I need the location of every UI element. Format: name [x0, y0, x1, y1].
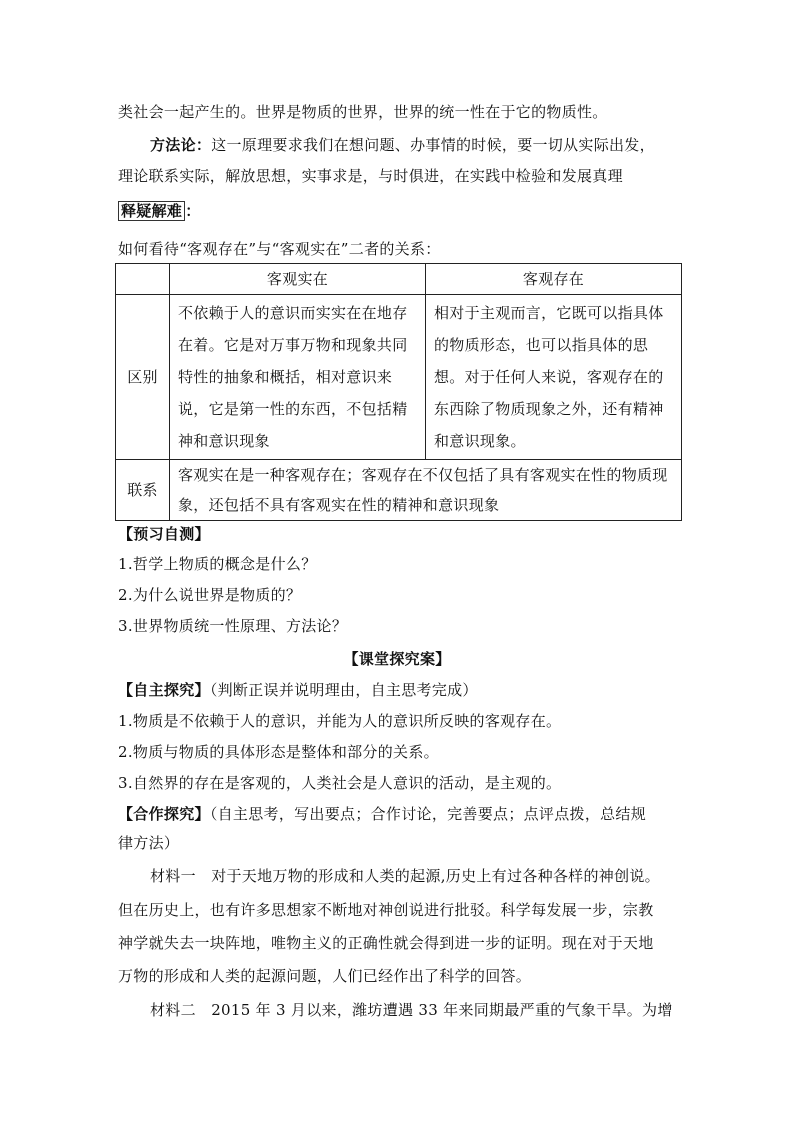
self-study-label: 【自主探究】: [118, 681, 210, 699]
material-line: 材料二 2015 年 3 月以来，潍坊遭遇 33 年来同期最严重的气象干旱。为增: [150, 1001, 673, 1019]
methodology-text: 这一原理要求我们在想问题、办事情的时候，要一切从实际出发，: [211, 136, 655, 154]
material-line: 神学就失去一块阵地，唯物主义的正确性就会得到进一步的证明。现在对于天地: [118, 934, 654, 952]
list-item: 1.哲学上物质的概念是什么？: [118, 555, 317, 573]
list-item: 3.世界物质统一性原理、方法论？: [118, 617, 348, 635]
table-header-cell: 客观存在: [426, 264, 682, 295]
list-item: 3.自然界的存在是客观的，人类社会是人意识的活动，是主观的。: [118, 774, 562, 792]
section-colon: ：: [185, 202, 201, 220]
self-study-note: （判断正误并说明理由，自主思考完成）: [209, 681, 478, 699]
class-title: 【课堂探究案】: [343, 650, 451, 668]
row-label-connection: 联系: [116, 460, 170, 521]
material-line: 材料一 对于天地万物的形成和人类的起源,历史上有过各种各样的神创说。: [150, 867, 660, 885]
material-line: 万物的形成和人类的起源问题，人们已经作出了科学的回答。: [118, 967, 532, 985]
table-row: [116, 295, 682, 460]
table-header-cell: 客观实在: [170, 264, 426, 295]
comparison-table: [115, 263, 682, 521]
text-line: 理论联系实际，解放思想，实事求是，与时俱进，在实践中检验和发展真理: [118, 167, 623, 185]
row-label-difference: 区别: [116, 295, 170, 460]
list-item: 2.物质与物质的具体形态是整体和部分的关系。: [118, 743, 439, 761]
coop-note: （自主思考，写出要点；合作讨论，完善要点；点评点拨，总结规: [209, 805, 647, 823]
methodology-line: [150, 134, 720, 155]
table-cell: 不依赖于人的意识而实实在在地存在着。它是对万事万物和现象共同特性的抽象和概括，相对意识来说，它是第一性的东西，不包括精神和意识现象: [170, 295, 426, 460]
material-line: 但在历史上，也有许多思想家不断地对神创说进行批驳。科学每发展一步，宗教: [118, 901, 654, 919]
table-header-cell: [116, 264, 170, 295]
methodology-label: 方法论：: [150, 136, 212, 154]
section-heading: [118, 200, 688, 221]
table-header-row: [116, 264, 682, 295]
table-row: [116, 460, 682, 521]
coop-heading: [118, 803, 688, 824]
text-line: 类社会一起产生的。世界是物质的世界，世界的统一性在于它的物质性。: [118, 103, 608, 121]
coop-label: 【合作探究】: [118, 805, 210, 823]
table-cell: 客观实在是一种客观存在；客观存在不仅包括了具有客观实在性的物质现象，还包括不具有客观实在性的精神和意识现象: [170, 460, 682, 521]
self-study-heading: [118, 679, 688, 700]
question-line: 如何看待“客观存在”与“客观实在”二者的关系：: [118, 240, 441, 258]
list-item: 1.物质是不依赖于人的意识，并能为人的意识所反映的客观存在。: [118, 712, 562, 730]
preview-title: 【预习自测】: [118, 525, 210, 543]
coop-note-cont: 律方法）: [118, 834, 180, 852]
section-box-label: 释疑解难: [118, 201, 185, 221]
list-item: 2.为什么说世界是物质的？: [118, 586, 302, 604]
table-cell: 相对于主观而言，它既可以指具体的物质形态，也可以指具体的思想。对于任何人来说，客观存在的东西除了物质现象之外，还有精神和意识现象。: [426, 295, 682, 460]
